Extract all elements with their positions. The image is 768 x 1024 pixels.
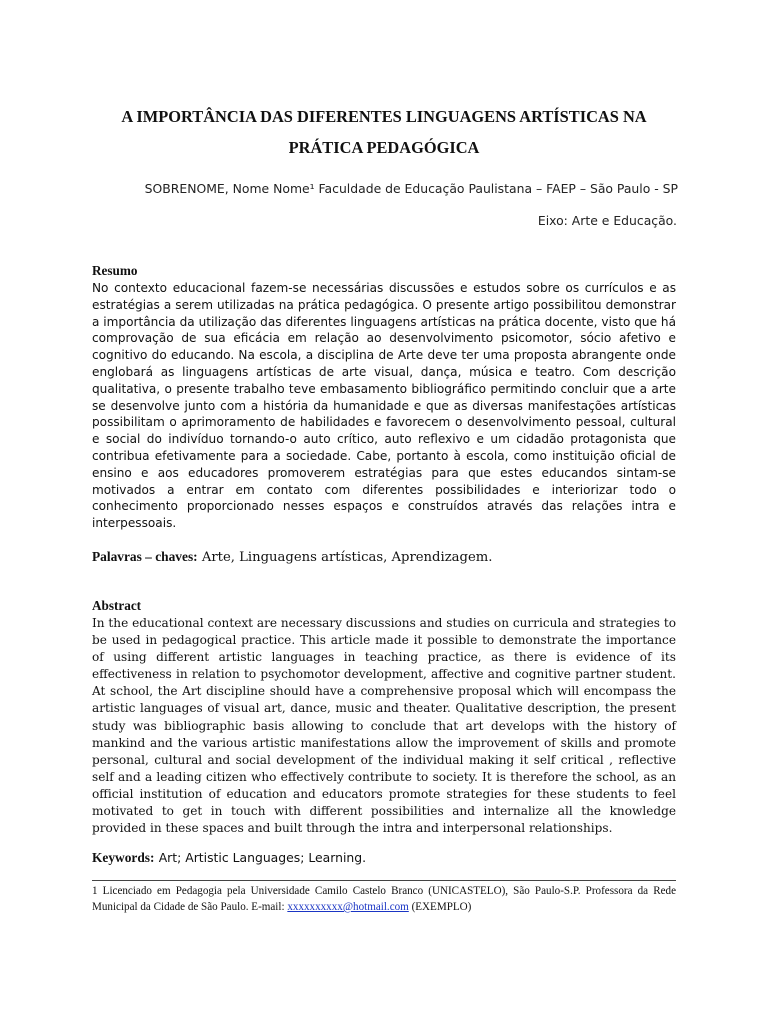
palavras-chave	[92, 549, 676, 565]
footnote	[92, 883, 676, 915]
abstract-text: In the educational context are necessary discussions and studies on curricula and strategies to be used in pedagogical practice. This article made it possible to demonstrate the importance of using different artistic languages in teaching practice, as there is evidence of its effectiveness in relation to psychomotor development, affective and cognitive partner student. At school, the Art discipline should have a comprehensive proposal which will encompass the artistic languages of visual art, dance, music and theater. Qualitative description, the present study was bibliographic basis allowing to conclude that art develops with the history of mankind and the various artistic manifestations allow the improvement of skills and promote personal, cultural and social development of the individual making it self critical , reflective self and a leading citizen who effectively contribute to society. It is therefore the school, as an official institution of education and educators promote strategies for these students to feel motivated to get in touch with different possibilities and internalize all the knowledge provided in these spaces and built through the intra and interpersonal relationships.	[92, 616, 676, 836]
resumo-heading: Resumo	[92, 263, 138, 278]
footnote-suffix: (EXEMPLO)	[408, 901, 472, 913]
keywords-label: Keywords:	[92, 850, 155, 865]
abstract-heading: Abstract	[92, 598, 142, 613]
title-line-2: PRÁTICA PEDAGÓGICA	[288, 138, 480, 157]
email-link[interactable]: xxxxxxxxxx@hotmail.com	[287, 901, 409, 913]
resumo-text: No contexto educacional fazem-se necessárias discussões e estudos sobre os currículos e as estratégias a serem utilizadas na prática pedagógica. O presente artigo possibilitou demonstrar a importância da utilização das diferentes linguagens artísticas na prática docente, visto que há comprovação de sua eficácia em relação ao desenvolvimento psicomotor, sócio afetivo e cognitivo do educando. Na escola, a disciplina de Arte deve ter uma proposta abrangente onde englobará as linguagens artísticas de arte visual, dança, música e teatro. Com descrição qualitativa, o presente trabalho teve embasamento bibliográfico permitindo concluir que a arte se desenvolve junto com a história da humanidade e que as diversas manifestações artísticas possibilitam o aprimoramento de habilidades e favorecem o desenvolvimento pessoal, cultural e social do indivíduo tornando-o auto crítico, auto reflexivo e um cidadão protagonista que contribua efetivamente para a sociedade. Cabe, portanto à escola, como instituição oficial de ensino e aos educadores promoverem estratégias para que estes educandos sintam-se motivados a entrar em contato com diferentes possibilidades e interiorizar todo o conhecimento proporcionado nesses espaços e construídos através das relações intra e interpessoais.	[92, 281, 676, 531]
footnote-text: 1 Licenciado em Pedagogia pela Universidade Camilo Castelo Branco (UNICASTELO), São Paulo-S.P. Professora da Rede Municipal da Cidade de São Paulo. E-mail:	[92, 885, 676, 913]
keywords-value: Art; Artistic Languages; Learning.	[158, 850, 367, 865]
title-line-1: A IMPORTÂNCIA DAS DIFERENTES LINGUAGENS ARTÍSTICAS NA	[121, 107, 647, 126]
palavras-chave-label: Palavras – chaves:	[92, 549, 198, 564]
keywords	[92, 850, 676, 866]
palavras-chave-value: Arte, Linguagens artísticas, Aprendizagem.	[201, 550, 493, 565]
thematic-axis: Eixo: Arte e Educação.	[537, 213, 677, 228]
author-affiliation: SOBRENOME, Nome Nome¹ Faculdade de Educação Paulistana – FAEP – São Paulo - SP	[144, 181, 678, 196]
footnote-separator	[92, 880, 676, 881]
paper-title	[90, 101, 678, 163]
